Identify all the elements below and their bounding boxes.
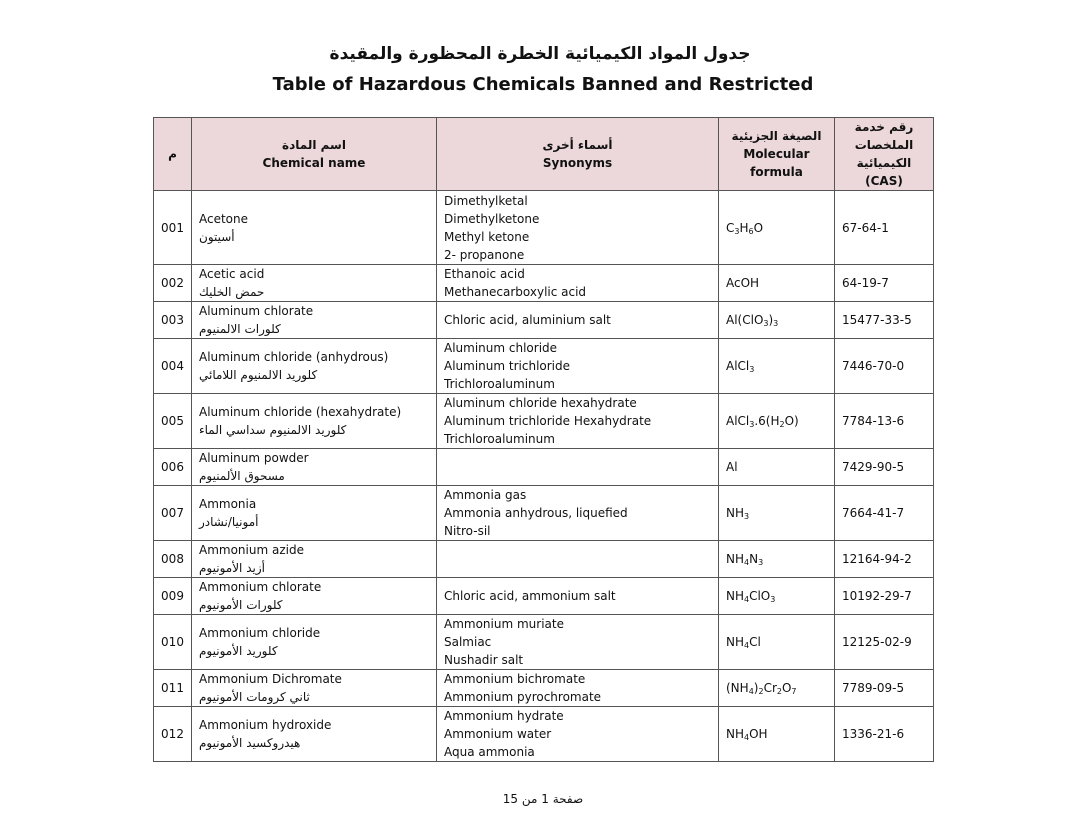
synonym: Ammonia gas — [444, 488, 527, 502]
chemical-name-cell — [192, 670, 437, 707]
formula-subscript: 2 — [779, 420, 785, 429]
cas-number: 1336-21-6 — [835, 707, 934, 762]
synonym: Dimethylketone — [444, 211, 540, 226]
table-row — [154, 486, 934, 541]
header-chemical-name — [192, 118, 437, 191]
title-english: Table of Hazardous Chemicals Banned and Restricted — [272, 74, 814, 95]
chemical-name-ar: كلورات الأمونيوم — [199, 598, 283, 612]
cas-number: 12164-94-2 — [835, 541, 934, 578]
formula-text: N — [749, 552, 759, 566]
cas-number: 7784-13-6 — [835, 394, 934, 449]
chemical-name-ar: أسيتون — [199, 229, 235, 244]
chemical-name-cell — [192, 191, 437, 265]
table-row — [154, 449, 934, 486]
chemical-name-cell — [192, 394, 437, 449]
chemicals-table — [153, 117, 934, 762]
header-cas-ar-1: رقم خدمة — [854, 120, 914, 134]
formula-text: ) — [753, 681, 759, 695]
formula-text: NH — [726, 635, 744, 649]
molecular-formula-cell — [719, 615, 835, 670]
chemical-name-ar: كلورات الالمنيوم — [199, 322, 281, 336]
chemical-name-en: Acetone — [199, 211, 249, 226]
row-number: 009 — [154, 578, 192, 615]
synonym: Methyl ketone — [444, 229, 530, 244]
synonym: Nitro-sil — [444, 524, 491, 538]
synonym: Aluminum trichloride — [444, 359, 571, 373]
table-row — [154, 578, 934, 615]
chemical-name-en: Acetic acid — [199, 267, 265, 281]
formula-text: AcOH — [726, 276, 760, 290]
table-body — [154, 191, 934, 762]
synonym: Aqua ammonia — [444, 745, 535, 759]
formula-subscript: 3 — [763, 319, 769, 328]
table-row — [154, 541, 934, 578]
synonyms-cell — [437, 578, 719, 615]
header-name-en: Chemical name — [262, 156, 366, 170]
formula-text: OH — [749, 727, 768, 741]
molecular-formula-cell — [719, 449, 835, 486]
synonyms-cell — [437, 615, 719, 670]
cas-number: 64-19-7 — [835, 265, 934, 302]
formula-text: NH — [726, 506, 744, 520]
synonym: Ammonium hydrate — [444, 709, 564, 723]
chemical-name-en: Ammonium Dichromate — [199, 672, 342, 686]
table-row — [154, 394, 934, 449]
synonyms-cell — [437, 302, 719, 339]
molecular-formula-cell — [719, 265, 835, 302]
row-number: 008 — [154, 541, 192, 578]
cas-number: 7789-09-5 — [835, 670, 934, 707]
chemical-name-cell — [192, 302, 437, 339]
header-syn-en: Synonyms — [542, 156, 613, 170]
formula-subscript: 4 — [744, 595, 750, 604]
formula-text: ) — [768, 313, 774, 327]
header-formula-en-1: Molecular — [743, 147, 810, 161]
synonyms-cell — [437, 670, 719, 707]
synonyms-cell — [437, 486, 719, 541]
chemical-name-cell — [192, 265, 437, 302]
page-footer: صفحة 1 من 15 — [502, 792, 584, 806]
formula-subscript: 3 — [773, 319, 779, 328]
synonyms-cell — [437, 394, 719, 449]
header-formula-ar: الصيغة الجزيئية — [731, 129, 822, 143]
molecular-formula-cell — [719, 486, 835, 541]
formula-text: Al — [726, 460, 738, 474]
synonym: Chloric acid, ammonium salt — [444, 589, 616, 603]
cas-number: 7446-70-0 — [835, 339, 934, 394]
cas-number: 10192-29-7 — [835, 578, 934, 615]
formula-text: Cl — [749, 635, 761, 649]
chemical-name-ar: هيدروكسيد الأمونيوم — [199, 736, 301, 750]
chemical-name-cell — [192, 339, 437, 394]
molecular-formula-cell — [719, 578, 835, 615]
chemical-name-en: Aluminum chlorate — [199, 304, 314, 318]
table-row — [154, 707, 934, 762]
formula-subscript: 3 — [749, 420, 755, 429]
row-number: 004 — [154, 339, 192, 394]
chemical-name-cell — [192, 449, 437, 486]
molecular-formula-cell — [719, 541, 835, 578]
cas-number: 15477-33-5 — [835, 302, 934, 339]
table-row — [154, 191, 934, 265]
synonyms-cell — [437, 541, 719, 578]
chemical-name-en: Aluminum powder — [199, 451, 309, 465]
chemical-name-en: Ammonia — [199, 497, 257, 511]
row-number: 011 — [154, 670, 192, 707]
formula-subscript: 7 — [791, 687, 797, 696]
title-arabic: جدول المواد الكيميائية الخطرة المحظورة والمقيدة — [329, 44, 751, 64]
chemical-name-ar: كلوريد الأمونيوم — [199, 644, 278, 658]
cas-number: 12125-02-9 — [835, 615, 934, 670]
synonym: Chloric acid, aluminium salt — [444, 313, 611, 327]
chemical-name-en: Ammonium hydroxide — [199, 718, 332, 732]
chemical-name-ar: أمونيا/نشادر — [199, 515, 259, 529]
formula-text: NH — [726, 727, 744, 741]
row-number: 007 — [154, 486, 192, 541]
synonym: Ammonium pyrochromate — [444, 690, 602, 704]
synonym: Aluminum chloride hexahydrate — [444, 396, 637, 410]
formula-subscript: 4 — [744, 733, 750, 742]
formula-subscript: 3 — [734, 226, 740, 236]
synonyms-cell — [437, 339, 719, 394]
molecular-formula-cell — [719, 670, 835, 707]
header-name-ar: اسم المادة — [282, 138, 346, 152]
cas-number: 67-64-1 — [835, 191, 934, 265]
synonym: Ammonium bichromate — [444, 672, 586, 686]
molecular-formula-cell — [719, 394, 835, 449]
chemical-name-cell — [192, 486, 437, 541]
table-row — [154, 615, 934, 670]
synonym: Ammonium water — [444, 727, 552, 741]
synonym: Aluminum chloride — [444, 341, 558, 355]
formula-subscript: 3 — [749, 365, 755, 374]
header-formula-en-2: formula — [750, 165, 803, 179]
synonym: Nushadir salt — [444, 653, 524, 667]
formula-subscript: 2 — [776, 687, 782, 696]
chemical-name-en: Aluminum chloride (hexahydrate) — [199, 405, 402, 419]
formula-subscript: 4 — [748, 687, 754, 696]
synonym: Ammonium muriate — [444, 617, 564, 631]
molecular-formula-cell — [719, 339, 835, 394]
formula-text: NH — [726, 589, 744, 603]
header-syn-ar: أسماء أخرى — [542, 138, 613, 152]
row-number: 001 — [154, 191, 192, 265]
formula-subscript: 2 — [758, 687, 764, 696]
header-cas — [835, 118, 934, 191]
row-number: 006 — [154, 449, 192, 486]
molecular-formula-cell — [719, 302, 835, 339]
header-cas-en: (CAS) — [865, 174, 903, 188]
chemical-name-ar: مسحوق الألمنيوم — [199, 469, 285, 483]
formula-text: Al(ClO — [726, 313, 764, 327]
header-molecular-formula — [719, 118, 835, 191]
formula-text: AlCl — [726, 414, 750, 428]
synonyms-cell — [437, 191, 719, 265]
row-number: 010 — [154, 615, 192, 670]
cas-number: 7664-41-7 — [835, 486, 934, 541]
header-synonyms — [437, 118, 719, 191]
formula-subscript: 3 — [758, 558, 764, 567]
formula-subscript: 4 — [744, 641, 750, 650]
synonym: Dimethylketal — [444, 193, 528, 208]
table-header-row — [154, 118, 934, 191]
formula-text: Cr — [763, 681, 777, 695]
table-row — [154, 339, 934, 394]
chemical-name-cell — [192, 615, 437, 670]
formula-subscript: 3 — [770, 595, 776, 604]
header-number — [154, 118, 192, 191]
synonyms-cell — [437, 449, 719, 486]
chemical-name-en: Ammonium azide — [199, 543, 304, 557]
formula-text: ClO — [749, 589, 771, 603]
synonyms-cell — [437, 707, 719, 762]
synonym: Ethanoic acid — [444, 267, 525, 281]
formula-subscript: 4 — [744, 558, 750, 567]
formula-text: H — [739, 220, 749, 235]
synonym: Methanecarboxylic acid — [444, 285, 587, 299]
synonym: Aluminum trichloride Hexahydrate — [444, 414, 652, 428]
synonym: Ammonia anhydrous, liquefied — [444, 506, 628, 520]
formula-text: AlCl — [726, 359, 750, 373]
chemical-name-en: Aluminum chloride (anhydrous) — [199, 350, 389, 364]
synonym: Salmiac — [444, 635, 492, 649]
chemical-name-cell — [192, 541, 437, 578]
chemical-name-en: Ammonium chloride — [199, 626, 321, 640]
formula-text: O — [781, 681, 792, 695]
chemical-name-cell — [192, 578, 437, 615]
chemical-name-ar: أزيد الأمونيوم — [199, 561, 265, 575]
formula-text: O — [753, 220, 764, 235]
molecular-formula-cell — [719, 191, 835, 265]
row-number: 012 — [154, 707, 192, 762]
formula-subscript: 6 — [748, 226, 754, 236]
header-cas-ar-3: الكيميائية — [856, 156, 912, 170]
chemical-name-ar: كلوريد الالمنيوم اللامائي — [199, 368, 318, 382]
chemical-name-ar: ثاني كرومات الأمونيوم — [199, 690, 310, 704]
chemical-name-en: Ammonium chlorate — [199, 580, 322, 594]
chemical-name-ar: كلوريد الالمنيوم سداسي الماء — [199, 423, 347, 437]
synonyms-cell — [437, 265, 719, 302]
synonym: 2- propanone — [444, 247, 525, 262]
table-row — [154, 670, 934, 707]
chemical-name-ar: حمض الخليك — [199, 285, 265, 299]
formula-text: O) — [784, 414, 799, 428]
synonym: Trichloroaluminum — [444, 377, 555, 391]
formula-text: .6(H — [754, 414, 780, 428]
formula-text: NH — [726, 552, 744, 566]
cas-number: 7429-90-5 — [835, 449, 934, 486]
chemical-name-cell — [192, 707, 437, 762]
table-row — [154, 265, 934, 302]
formula-text: C — [726, 220, 735, 235]
row-number: 002 — [154, 265, 192, 302]
synonym: Trichloroaluminum — [444, 432, 555, 446]
row-number: 005 — [154, 394, 192, 449]
formula-subscript: 3 — [744, 512, 750, 521]
molecular-formula-cell — [719, 707, 835, 762]
formula-text: (NH — [726, 681, 749, 695]
header-cas-ar-2: الملخصات — [854, 138, 914, 152]
header-number-ar: م — [168, 147, 177, 161]
table-row — [154, 302, 934, 339]
row-number: 003 — [154, 302, 192, 339]
